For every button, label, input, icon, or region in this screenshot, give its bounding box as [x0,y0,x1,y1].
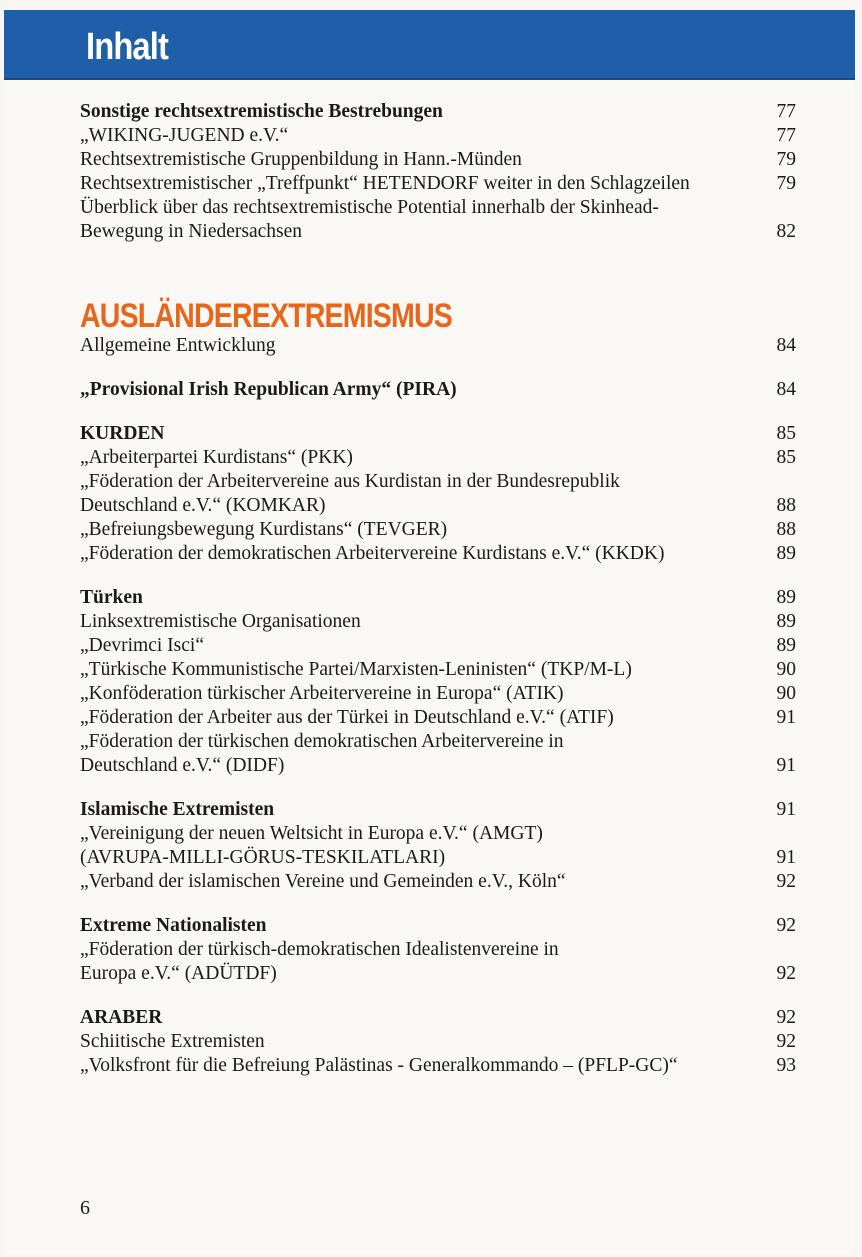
toc-entry-page: 79 [776,173,796,194]
toc-entry-page: 84 [776,379,796,400]
toc-entry[interactable] [80,682,796,706]
toc-entry[interactable] [80,148,796,172]
toc-entry[interactable] [80,422,796,446]
toc-entry-page: 92 [776,963,796,984]
toc-entry-page: 88 [776,519,796,540]
toc-entry-title: „Devrimci Isci“ [80,635,204,656]
toc-entry[interactable] [80,1030,796,1054]
toc-entry-title: „Türkische Kommunistische Partei/Marxisten-Leninisten“ (TKP/M-L) [80,659,632,680]
toc-entry-page: 79 [776,149,796,170]
toc-entry-page: 77 [776,125,796,146]
toc-entry[interactable] [80,172,796,196]
toc-entry[interactable] [80,542,796,566]
toc-entry-page: 92 [776,1031,796,1052]
toc-entry-page: 82 [776,221,796,242]
toc-entry[interactable] [80,658,796,682]
toc-entry[interactable] [80,446,796,470]
toc-entry-title: „Volksfront für die Befreiung Palästinas - Generalkommando – (PFLP-GC)“ [80,1055,678,1076]
toc-entry-title: Türken [80,587,143,608]
toc-entry-page: 85 [776,423,796,444]
toc-entry[interactable] [80,798,796,822]
toc-entry-page: 92 [776,1007,796,1028]
header-band [4,10,855,80]
toc-entry-title: Rechtsextremistische Gruppenbildung in Hann.-Münden [80,149,522,170]
toc-entry-page: 84 [776,335,796,356]
table-of-contents [80,100,796,1078]
toc-entry-title: Überblick über das rechtsextremistische Potential innerhalb der Skinhead-Bewegung in Niedersachsen [80,197,659,242]
toc-entry-title: Extreme Nationalisten [80,915,267,936]
toc-entry[interactable] [80,196,796,244]
toc-entry[interactable] [80,706,796,730]
toc-entry[interactable] [80,822,796,870]
toc-entry-page: 88 [776,495,796,516]
toc-entry-title: Schiitische Extremisten [80,1031,265,1052]
toc-entry-page: 92 [776,871,796,892]
page-title: Inhalt [86,26,168,68]
toc-entry-title: Linksextremistische Organisationen [80,611,361,632]
toc-entry-page: 89 [776,543,796,564]
toc-entry-title: „Föderation der türkisch-demokratischen Idealistenvereine in Europa e.V.“ (ADÜTDF) [80,939,559,984]
toc-entry-page: 90 [776,659,796,680]
toc-entry[interactable] [80,1006,796,1030]
toc-entry-title: Sonstige rechtsextremistische Bestrebungen [80,101,443,122]
toc-entry-page: 90 [776,683,796,704]
toc-entry[interactable] [80,124,796,148]
toc-entry-title: „Föderation der Arbeiter aus der Türkei in Deutschland e.V.“ (ATIF) [80,707,614,728]
toc-entry-title: „Föderation der demokratischen Arbeitervereine Kurdistans e.V.“ (KKDK) [80,543,665,564]
toc-entry-page: 77 [776,101,796,122]
toc-entry-page: 91 [776,847,796,868]
toc-entry[interactable] [80,586,796,610]
toc-entry[interactable] [80,1054,796,1078]
toc-entry[interactable] [80,378,796,402]
toc-entry-title: Allgemeine Entwicklung [80,335,276,356]
toc-entry[interactable] [80,610,796,634]
toc-entry-title: „Provisional Irish Republican Army“ (PIRA) [80,379,457,400]
toc-entry-page: 89 [776,611,796,632]
toc-entry-page: 92 [776,915,796,936]
toc-entry-page: 89 [776,635,796,656]
toc-entry[interactable] [80,634,796,658]
toc-entry[interactable] [80,518,796,542]
toc-entry[interactable] [80,938,796,986]
toc-entry-page: 91 [776,707,796,728]
section-heading: AUSLÄNDEREXTREMISMUS [80,297,452,335]
toc-entry-title: „Arbeiterpartei Kurdistans“ (PKK) [80,447,353,468]
toc-entry-title: „Verband der islamischen Vereine und Gemeinden e.V., Köln“ [80,871,566,892]
toc-entry[interactable] [80,470,796,518]
toc-entry-title: KURDEN [80,423,165,444]
toc-entry-title: Rechtsextremistischer „Treffpunkt“ HETENDORF weiter in den Schlagzeilen [80,173,690,194]
toc-entry-page: 89 [776,587,796,608]
toc-entry[interactable] [80,914,796,938]
toc-entry-page: 93 [776,1055,796,1076]
toc-entry-title: „Vereinigung der neuen Weltsicht in Europa e.V.“ (AMGT) (AVRUPA-MILLI-GÖRUS-TESKILATLARI) [80,823,543,868]
toc-entry-title: „Föderation der türkischen demokratischen Arbeitervereine in Deutschland e.V.“ (DIDF) [80,731,564,776]
toc-entry-title: „Befreiungsbewegung Kurdistans“ (TEVGER) [80,519,448,540]
toc-entry-title: „Konföderation türkischer Arbeitervereine in Europa“ (ATIK) [80,683,564,704]
toc-entry[interactable] [80,100,796,124]
toc-entry-title: ARABER [80,1007,163,1028]
toc-entry[interactable] [80,730,796,778]
toc-entry-page: 91 [776,799,796,820]
page-number: 6 [80,1197,90,1219]
toc-entry-title: „WIKING-JUGEND e.V.“ [80,125,289,146]
toc-entry[interactable] [80,334,796,358]
toc-entry-page: 91 [776,755,796,776]
toc-entry-page: 85 [776,447,796,468]
toc-entry-title: Islamische Extremisten [80,799,275,820]
toc-entry[interactable] [80,870,796,894]
toc-entry-title: „Föderation der Arbeitervereine aus Kurdistan in der Bundesrepublik Deutschland e.V.“ (KOMKAR) [80,471,620,516]
